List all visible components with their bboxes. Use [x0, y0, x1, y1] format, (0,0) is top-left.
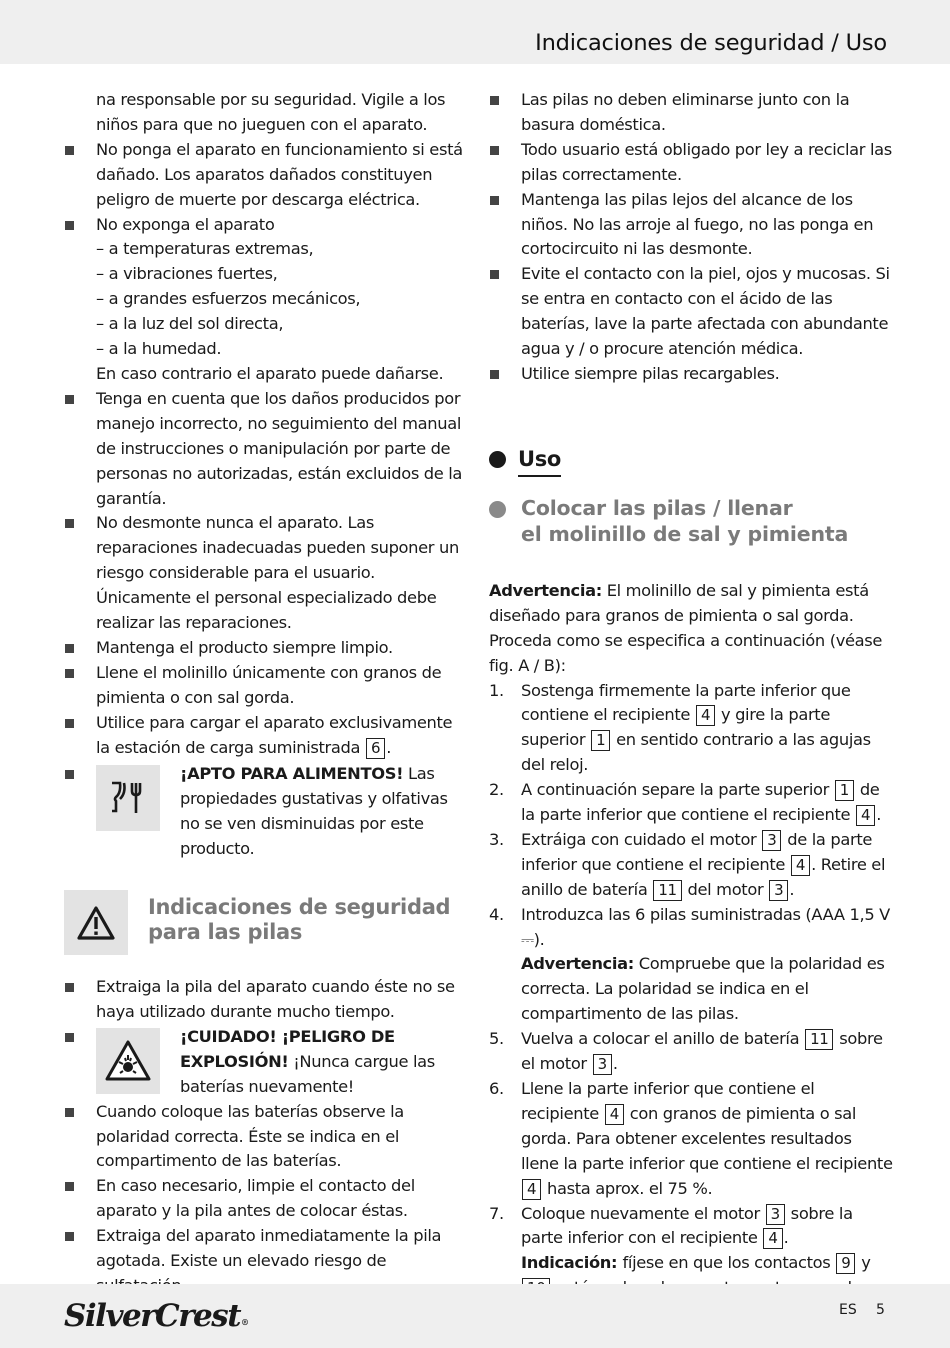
bullet-icon [65, 770, 74, 779]
list-item: Evite el contacto con la piel, ojos y mucosas. Si se entra en contacto con el ácido de las baterías, lave la parte afectada con abundante agua y / o procure atención médica. [489, 262, 893, 362]
list-item: No ponga el aparato en funcionamiento si está dañado. Los aparatos dañados constituyen peligro de muerte por descarga eléctrica. [64, 138, 468, 213]
step-text: Introduzca las 6 pilas suministradas (AAA 1,5 V ⎓). [521, 904, 890, 949]
left-column [64, 88, 468, 1299]
part-reference: 6 [366, 738, 385, 759]
step-text: . [876, 805, 882, 825]
part-reference: 1 [835, 780, 854, 801]
note-text: Compruebe que la polaridad es correcta. La polaridad se indica en el compartimento de las pilas. [521, 954, 885, 1024]
list-item: Las pilas no deben eliminarse junto con la basura doméstica. [489, 88, 893, 138]
sub-list-item: – a temperaturas extremas, [96, 239, 314, 259]
step-text: A continuación separe la parte superior [521, 780, 834, 800]
bullet-icon [490, 196, 499, 205]
bullet-icon [490, 270, 499, 279]
part-reference: 3 [762, 830, 781, 851]
step-number: 1. [489, 680, 504, 700]
step-note [521, 952, 893, 1027]
step-text: Extráiga con cuidado el motor [521, 829, 762, 849]
step-text: Llene la parte inferior que contiene el recipiente [521, 1079, 815, 1123]
bullet-icon [65, 1108, 74, 1117]
bullet-icon [65, 1033, 74, 1042]
part-reference: 4 [763, 1228, 782, 1249]
page-title: Indicaciones de seguridad / Uso [535, 30, 887, 56]
step-text: fíjese en que los contactos [622, 1253, 836, 1273]
bullet-icon [65, 519, 74, 528]
page-number: 5 [876, 1302, 885, 1318]
sub-list-item: – a la luz del sol directa, [96, 314, 284, 334]
list-item: Mantenga las pilas lejos del alcance de los niños. No las arroje al fuego, no las ponga en cortocircuito ni las desmonte. [489, 188, 893, 263]
bullet-icon [65, 644, 74, 653]
food-safe-icon [96, 765, 160, 831]
explosion-warning: ¡CUIDADO! ¡PELIGRO DE EXPLOSIÓN! ¡Nunca cargue las baterías nuevamente! [64, 1025, 468, 1100]
sub-list-item: – a grandes esfuerzos mecánicos, [96, 289, 361, 309]
bullet-icon [65, 1182, 74, 1191]
step-number: 4. [489, 904, 504, 924]
list-item: En caso necesario, limpie el contacto del aparato y la pila antes de colocar éstas. [64, 1174, 468, 1224]
step-number: 5. [489, 1029, 504, 1049]
step-number: 6. [489, 1079, 504, 1098]
bullet-icon [65, 221, 74, 230]
part-reference: 4 [522, 1179, 541, 1200]
page-header [0, 0, 950, 64]
step-number: 3. [489, 829, 504, 849]
note-label: Advertencia: [521, 954, 634, 974]
bullet-icon [65, 983, 74, 992]
step-text: . [789, 879, 795, 899]
list-item: Mantenga el producto siempre limpio. [64, 636, 468, 661]
step-item [489, 1027, 893, 1077]
step-text: de la parte inferior que contiene el recipiente [521, 829, 873, 874]
step-text: sobre el motor [521, 1029, 883, 1074]
bullet-icon [490, 370, 499, 379]
part-reference: 4 [856, 805, 875, 826]
step-text: y [856, 1253, 871, 1273]
step-text: Coloque nuevamente el motor [521, 1203, 765, 1223]
bullet-icon [65, 146, 74, 155]
explosion-hazard-icon [96, 1028, 160, 1094]
subsection-heading: Colocar las pilas / llenar el molinillo de sal y pimienta [489, 495, 893, 573]
part-reference: 11 [653, 880, 681, 901]
page-footer [0, 1284, 950, 1348]
part-reference: 4 [605, 1104, 624, 1125]
sub-list-item: – a vibraciones fuertes, [96, 264, 278, 284]
step-text: hasta aprox. el 75 %. [542, 1178, 713, 1198]
step-item [489, 903, 893, 1028]
part-reference: 4 [696, 705, 715, 726]
section-title: Indicaciones de seguridad para las pilas [148, 895, 451, 945]
step-text: y gire la parte superior [521, 705, 830, 750]
step-item [489, 778, 893, 828]
uso-heading: Uso [489, 445, 893, 477]
bullet-icon [65, 1232, 74, 1241]
step-text: sobre la parte inferior con el recipiente [521, 1203, 853, 1248]
bullet-icon [65, 395, 74, 404]
warning-icon [64, 890, 128, 955]
list-item: Llene el molinillo únicamente con granos de pimienta o con sal gorda. [64, 661, 468, 711]
step-item [489, 679, 893, 779]
list-item: Tenga en cuenta que los daños producidos por manejo incorrecto, no seguimiento del manual de instrucciones o manipulación por parte de personas no autorizadas, están excluidos de la garantía. [64, 387, 468, 512]
list-item: Cuando coloque las baterías observe la polaridad correcta. Éste se indica en el compartimento de las baterías. [64, 1100, 468, 1175]
warning-paragraph: Advertencia: El molinillo de sal y pimienta está diseñado para granos de pimienta o sal gorda. Proceda como se especifica a continuación (véase fig. A / B): [489, 580, 883, 675]
part-reference: 9 [836, 1253, 855, 1274]
language-code: ES [839, 1302, 857, 1318]
step-text: Sostenga firmemente la parte inferior que contiene el recipiente [521, 680, 851, 725]
bullet-icon [65, 669, 74, 678]
step-number: 2. [489, 780, 504, 800]
step-number: 7. [489, 1203, 504, 1223]
step-text: con granos de pimienta o sal gorda. Para obtener excelentes resultados llene la parte inferior que contiene el recipiente [521, 1103, 893, 1173]
step-text: . Retire el anillo de batería [521, 854, 886, 899]
part-reference: 3 [769, 880, 788, 901]
bullet-icon [490, 96, 499, 105]
list-item: No desmonte nunca el aparato. Las reparaciones inadecuadas pueden suponer un riesgo considerable para el usuario. Únicamente el personal especializado debe realizar las reparaciones. [64, 511, 468, 636]
part-reference: 3 [593, 1054, 612, 1075]
food-safe-notice: ¡APTO PARA ALIMENTOS! Las propiedades gustativas y olfativas no se ven disminuidas por este producto. [64, 762, 468, 862]
paragraph-continued: na responsable por su seguridad. Vigile a los niños para que no jueguen con el aparato. [96, 90, 446, 134]
step-text: . [783, 1228, 789, 1248]
part-reference: 1 [591, 730, 610, 751]
step-text: en sentido contrario a las agujas del reloj. [521, 730, 871, 775]
steps-list [489, 679, 893, 1327]
sub-list-item: – a la humedad. [96, 339, 222, 359]
list-item: Todo usuario está obligado por ley a reciclar las pilas correctamente. [489, 138, 893, 188]
step-item [489, 1077, 893, 1202]
bullet-icon [490, 146, 499, 155]
part-reference: 11 [805, 1029, 833, 1050]
heading-bullet-icon [489, 501, 506, 518]
part-reference: 4 [791, 855, 810, 876]
part-reference: 3 [766, 1204, 785, 1225]
heading-bullet-icon [489, 451, 506, 468]
paragraph: En caso contrario el aparato puede dañarse. [96, 363, 444, 383]
list-item: No exponga el aparato [64, 213, 468, 238]
list-item: Utilice siempre pilas recargables. [489, 362, 893, 387]
step-text: Vuelva a colocar el anillo de batería [521, 1029, 805, 1049]
step-text: de la parte inferior que contiene el recipiente [521, 780, 880, 825]
list-item: Utilice para cargar el aparato exclusivamente la estación de carga suministrada 6 . [64, 711, 468, 761]
silvercrest-logo: SilverCrest® [64, 1298, 248, 1334]
list-item: Extraiga la pila del aparato cuando éste no se haya utilizado durante mucho tiempo. [64, 975, 468, 1025]
bullet-icon [65, 719, 74, 728]
note-label: Indicación: [521, 1253, 623, 1273]
list-item: Extraiga del aparato inmediatamente la pila agotada. Existe un elevado riesgo de [64, 1224, 468, 1299]
step-text: . [612, 1054, 618, 1074]
battery-safety-heading [64, 890, 468, 955]
step-text: del motor [682, 879, 769, 899]
right-column [489, 88, 893, 1326]
step-item [489, 828, 893, 903]
